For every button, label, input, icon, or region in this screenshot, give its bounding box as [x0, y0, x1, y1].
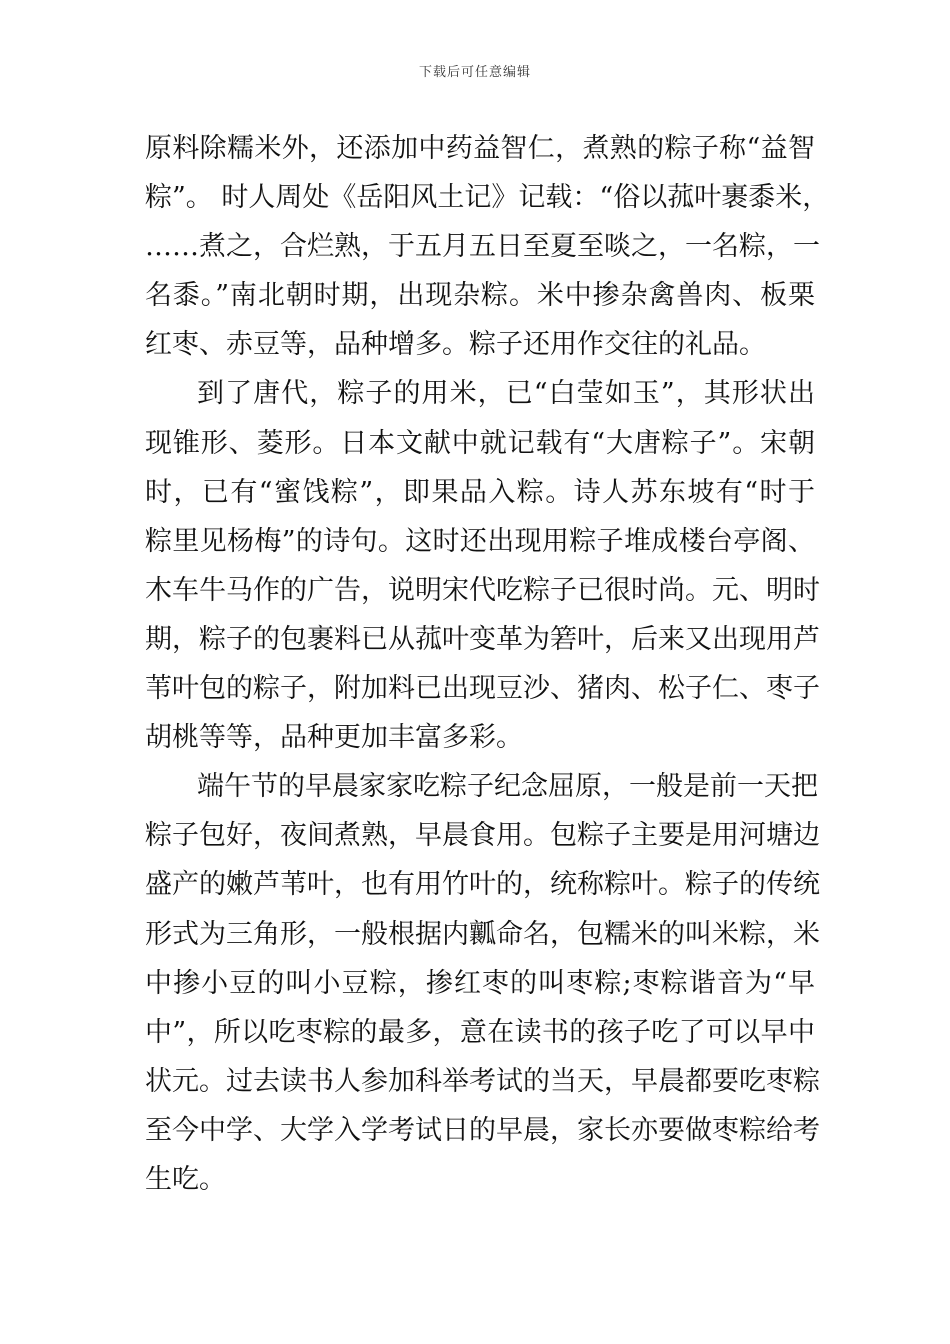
- text-line: 盛产的嫩芦苇叶，也有用竹叶的，统称粽叶。粽子的传统: [145, 869, 820, 901]
- paragraph: [145, 124, 830, 369]
- page-header: 下载后可任意编辑: [418, 65, 531, 80]
- text-line: 期，粽子的包裹料已从菰叶变革为箬叶，后来又出现用芦: [145, 623, 820, 655]
- text-line: 现锥形、菱形。日本文献中就记载有“大唐粽子”。宋朝: [145, 427, 815, 459]
- text-line: 粽”。 时人周处《岳阳风土记》记载：“俗以菰叶裹黍米，: [145, 182, 830, 214]
- text-line: 红枣、赤豆等，品种增多。粽子还用作交往的礼品。: [145, 329, 766, 361]
- text-line: 生吃。: [145, 1163, 226, 1195]
- text-line: 名黍。”南北朝时期，出现杂粽。米中掺杂禽兽肉、板栗: [145, 280, 815, 312]
- text-line: 粽里见杨梅”的诗句。这时还出现用粽子堆成楼台亭阁、: [145, 525, 815, 557]
- text-line: 端午节的早晨家家吃粽子纪念屈原，一般是前一天把: [197, 771, 818, 803]
- text-line: 中掺小豆的叫小豆粽，掺红枣的叫枣粽;枣粽谐音为“早: [145, 967, 815, 999]
- paragraph: [145, 369, 820, 762]
- text-line: 木车牛马作的广告，说明宋代吃粽子已很时尚。元、明时: [145, 574, 820, 606]
- text-line: 形式为三角形，一般根据内瓤命名，包糯米的叫米粽，米: [145, 918, 820, 950]
- document-body: [145, 124, 830, 1204]
- text-line: 粽子包好，夜间煮熟，早晨食用。包粽子主要是用河塘边: [145, 820, 820, 852]
- text-line: 中”，所以吃枣粽的最多，意在读书的孩子吃了可以早中: [145, 1016, 815, 1048]
- text-line: 苇叶包的粽子，附加料已出现豆沙、猪肉、松子仁、枣子: [145, 673, 820, 705]
- text-line: 原料除糯米外，还添加中药益智仁，煮熟的粽子称“益智: [145, 133, 815, 164]
- text-line: 至今中学、大学入学考试日的早晨，家长亦要做枣粽给考: [145, 1114, 820, 1146]
- text-line: 时，已有“蜜饯粽”，即果品入粽。诗人苏东坡有“时于: [145, 476, 815, 508]
- text-line: 到了唐代，粽子的用米，已“白莹如玉”，其形状出: [197, 378, 815, 410]
- text-line: ……煮之，合烂熟，于五月五日至夏至啖之，一名粽，一: [145, 231, 820, 263]
- text-line: 胡桃等等，品种更加丰富多彩。: [145, 722, 523, 754]
- text-line: 状元。过去读书人参加科举考试的当天，早晨都要吃枣粽: [145, 1065, 820, 1097]
- paragraph: [145, 762, 820, 1204]
